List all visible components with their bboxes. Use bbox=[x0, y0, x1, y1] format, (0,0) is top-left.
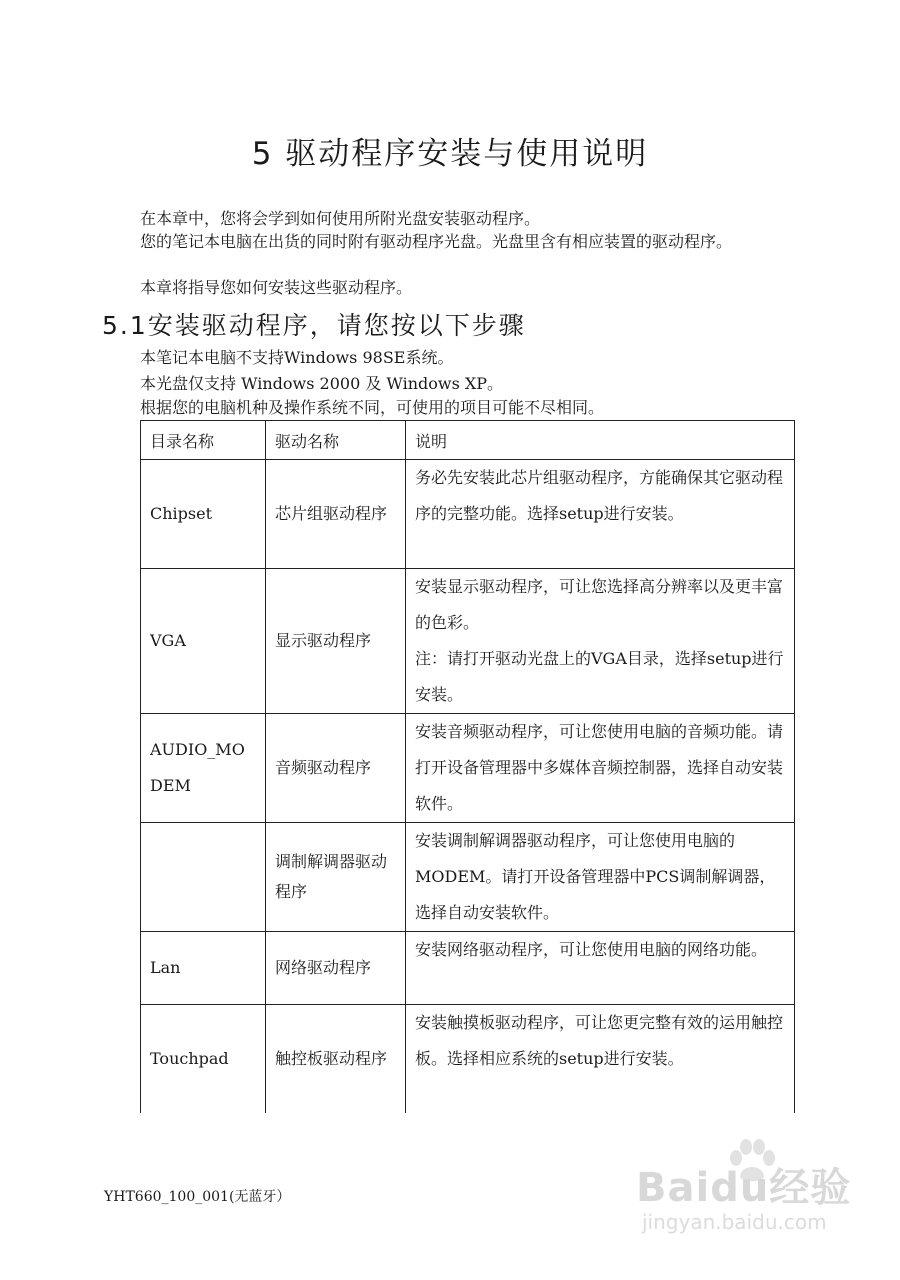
table-row bbox=[141, 569, 795, 714]
intro-paragraph-1: 在本章中，您将会学到如何使用所附光盘安装驱动程序。 bbox=[140, 209, 541, 228]
dir-cell: VGA bbox=[141, 569, 266, 714]
desc-text: 安装显示驱动程序，可让您选择高分辨率以及更丰富的色彩。 bbox=[415, 577, 784, 632]
driver-cell: 音频驱动程序 bbox=[266, 714, 406, 823]
table-row bbox=[141, 932, 795, 1005]
section-heading: 5.1安装驱动程序，请您按以下步骤 bbox=[102, 311, 526, 340]
desc-cell: 安装触摸板驱动程序，可让您更完整有效的运用触控板。选择相应系统的setup进行安装。 bbox=[406, 1005, 795, 1114]
table-row bbox=[141, 1005, 795, 1114]
desc-cell: 安装网络驱动程序，可让您使用电脑的网络功能。 bbox=[406, 932, 795, 1005]
table-row bbox=[141, 460, 795, 569]
watermark-url: jingyan.baidu.com bbox=[642, 1210, 827, 1234]
desc-cell: 务必先安装此芯片组驱动程序，方能确保其它驱动程序的完整功能。选择setup进行安装。 bbox=[406, 460, 795, 569]
header-dir: 目录名称 bbox=[141, 421, 266, 460]
intro-paragraph-3: 本章将指导您如何安装这些驱动程序。 bbox=[140, 278, 413, 297]
table-row bbox=[141, 714, 795, 823]
note-line: 根据您的电脑机种及操作系统不同，可使用的项目可能不尽相同。 bbox=[140, 398, 605, 417]
note-line: 本光盘仅支持 Windows 2000 及 Windows XP。 bbox=[140, 374, 504, 393]
desc-cell bbox=[406, 569, 795, 714]
desc-cell: 安装音频驱动程序，可让您使用电脑的音频功能。请打开设备管理器中多媒体音频控制器，选择自动安装软件。 bbox=[406, 714, 795, 823]
table-row bbox=[141, 823, 795, 932]
intro-paragraph-2: 您的笔记本电脑在出货的同时附有驱动程序光盘。光盘里含有相应装置的驱动程序。 bbox=[140, 232, 733, 251]
driver-cell: 芯片组驱动程序 bbox=[266, 460, 406, 569]
header-driver: 驱动名称 bbox=[266, 421, 406, 460]
dir-cell bbox=[141, 823, 266, 932]
dir-cell: Lan bbox=[141, 932, 266, 1005]
page-title: 5 驱动程序安装与使用说明 bbox=[251, 136, 649, 172]
driver-cell: 网络驱动程序 bbox=[266, 932, 406, 1005]
baidu-watermark bbox=[636, 1138, 866, 1248]
driver-table bbox=[140, 420, 795, 1113]
dir-cell: Touchpad bbox=[141, 1005, 266, 1114]
dir-cell: Chipset bbox=[141, 460, 266, 569]
driver-cell: 调制解调器驱动程序 bbox=[266, 823, 406, 932]
dir-cell: AUDIO_MODEM bbox=[141, 714, 266, 823]
note-line: 本笔记本电脑不支持Windows 98SE系统。 bbox=[140, 348, 454, 367]
driver-cell: 显示驱动程序 bbox=[266, 569, 406, 714]
desc-cell: 安装调制解调器驱动程序，可让您使用电脑的MODEM。请打开设备管理器中PCS调制解调器，选择自动安装软件。 bbox=[406, 823, 795, 932]
footer-doc-id: YHT660_100_001(无蓝牙） bbox=[104, 1189, 291, 1205]
desc-note: 注：请打开驱动光盘上的VGA目录，选择setup进行安装。 bbox=[415, 649, 784, 704]
table-header-row bbox=[141, 421, 795, 460]
header-desc: 说明 bbox=[406, 421, 795, 460]
driver-cell: 触控板驱动程序 bbox=[266, 1005, 406, 1114]
watermark-logo-text: Baidu经验 bbox=[636, 1165, 852, 1211]
